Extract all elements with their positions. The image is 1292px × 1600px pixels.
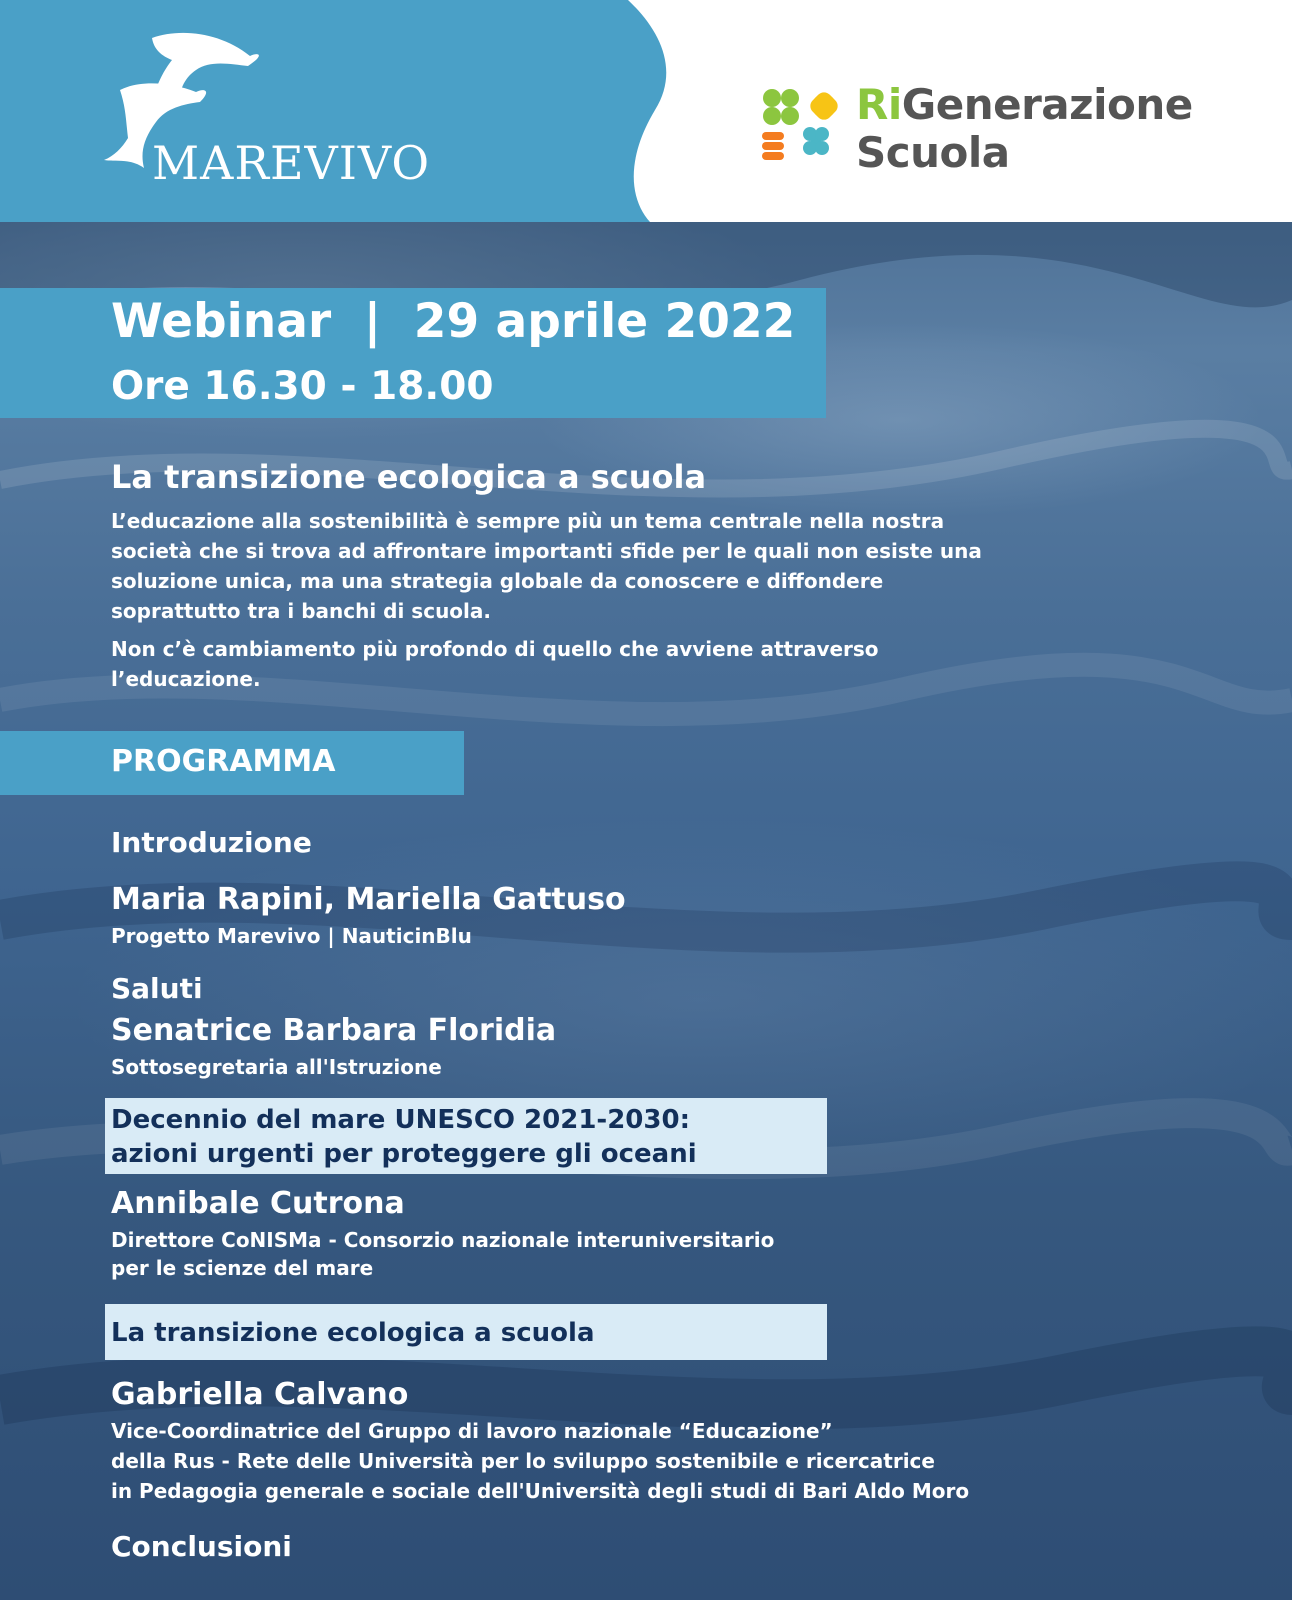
rigenerazione-logo-line2: Scuola [856,128,1010,177]
talk2-role-line1: Vice-Coordinatrice del Gruppo di lavoro nazionale “Educazione” [111,1419,833,1443]
talk1-role-line1: Direttore CoNISMa - Consorzio nazionale interuniversitario [111,1228,775,1252]
talk1-speaker: Annibale Cutrona [111,1186,405,1221]
webinar-date: Webinar | 29 aprile 2022 [111,294,796,349]
introduzione-heading: Introduzione [111,826,312,859]
saluti-speaker: Senatrice Barbara Floridia [111,1013,557,1048]
conclusioni-heading: Conclusioni [111,1530,292,1563]
program-label: PROGRAMMA [111,744,336,779]
talk2-speaker: Gabriella Calvano [111,1377,409,1412]
talk2-role-line3: in Pedagogia generale e sociale dell'Università degli studi di Bari Aldo Moro [111,1479,970,1503]
talk1-title-line1: Decennio del mare UNESCO 2021-2030: [111,1105,690,1135]
saluti-role: Sottosegretaria all'Istruzione [111,1055,442,1079]
rigenerazione-scuola-logo-icon [760,86,850,170]
talk1-role-line2: per le scienze del mare [111,1256,374,1280]
rigenerazione-logo-rest: Generazione [901,80,1193,129]
rigenerazione-logo-line1 [856,80,1193,129]
introduzione-role: Progetto Marevivo | NauticinBlu [111,924,472,948]
talk2-role-line2: della Rus - Rete delle Università per lo sviluppo sostenibile e ricercatrice [111,1449,935,1473]
webinar-time: Ore 16.30 - 18.00 [111,364,494,409]
saluti-heading: Saluti [111,972,203,1005]
intro-paragraph-1: L’educazione alla sostenibilità è sempre più un tema centrale nella nostra società che si trova ad affrontare importanti sfide per le quali non esiste una soluzione unica, ma una strategia globale da conoscere e diffondere soprattutto tra i banchi di scuola. [111,509,982,623]
talk1-title-line2: azioni urgenti per proteggere gli oceani [111,1139,697,1169]
marevivo-logo-text: MAREVIVO [152,136,431,190]
rigenerazione-logo-prefix: Ri [856,80,902,129]
talk2-title: La transizione ecologica a scuola [111,1318,595,1348]
intro-paragraph-2: Non c’è cambiamento più profondo di quello che avviene attraverso l’educazione. [111,637,879,691]
introduzione-speaker: Maria Rapini, Mariella Gattuso [111,882,626,917]
intro-title: La transizione ecologica a scuola [111,458,707,496]
